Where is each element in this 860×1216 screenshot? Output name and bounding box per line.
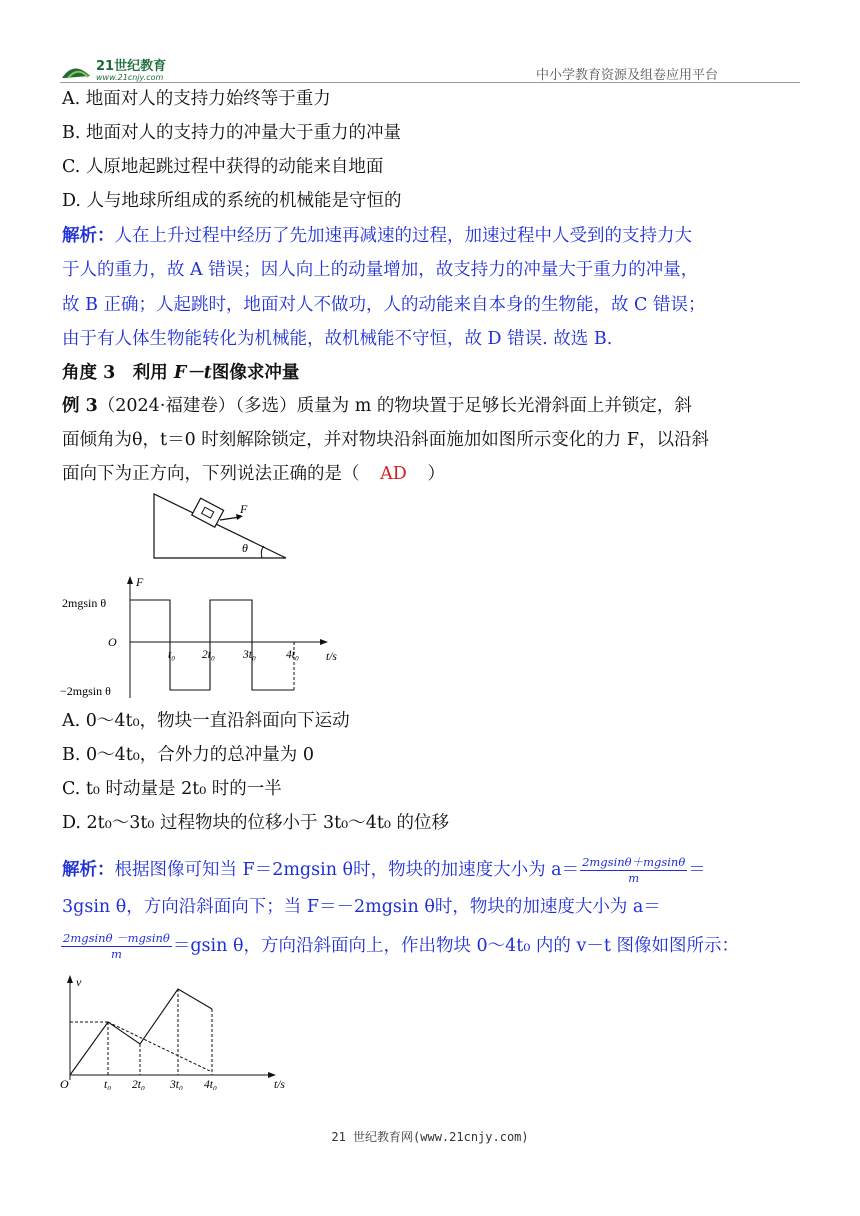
footer: 21 世纪教育网(www.21cnjy.com) [331,1130,529,1144]
analysis-label: 解析： [62,226,115,246]
header-divider [60,82,800,83]
fraction-1 [580,856,687,885]
vt-tick-3: 3t₀ [170,1079,183,1090]
analysis2-line-1 [62,856,706,885]
ft-tick-2: 2t₀ [202,649,215,661]
vt-origin-label: O [60,1077,69,1090]
analysis-line-3: 故 B 正确；人起跳时，地面对人不做功，人的动能来自本身的生物能，故 C 错误； [62,295,706,315]
section-suffix: 图像求冲量 [211,363,300,383]
example-line-2: 面倾角为θ，t＝0 时刻解除锁定，并对物块沿斜面施加如图所示变化的力 F，以沿斜 [62,430,709,450]
f-axis-label: F [136,575,144,589]
logo-text: 21世纪教育 [96,59,167,74]
option-c: C. 人原地起跳过程中获得的动能来自地面 [62,157,384,177]
analysis2-text-1b: ＝ [688,860,706,880]
angle-label: θ [242,541,248,555]
example-line-1 [62,394,692,418]
ft-tick-4: 4t₀ [286,649,299,661]
vt-tick-1: t₀ [104,1079,112,1090]
f-t-graph [60,574,360,700]
ft-x-axis-label: t/s [326,651,337,663]
fraction-1-denominator: m [628,871,640,885]
section-prefix: 角度 3 利用 [62,363,174,383]
vt-tick-4: 4t₀ [204,1079,217,1090]
ft-tick-3: 3t₀ [243,649,256,661]
incline-figure [150,490,300,562]
logo-url: www.21cnjy.com [96,73,164,82]
option-b: B. 地面对人的支持力的冲量大于重力的冲量 [62,123,401,143]
vt-x-axis-label: t/s [274,1079,285,1090]
fraction-2 [61,932,172,961]
fraction-2-denominator: m [110,947,122,961]
example-option-b: B. 0～4t₀，合外力的总冲量为 0 [62,745,314,765]
v-axis-label: v [76,975,82,989]
analysis-line-1 [62,224,692,248]
vt-tick-2: 2t₀ [132,1079,145,1090]
example-text-3b: ） [427,464,445,484]
answer: AD [380,464,407,484]
option-a: A. 地面对人的支持力始终等于重力 [62,89,331,109]
example-option-c: C. t₀ 时动量是 2t₀ 时的一半 [62,779,282,799]
platform-name: 中小学教育资源及组卷应用平台 [536,68,719,83]
fraction-2-numerator: 2mgsinθ －mgsinθ [63,931,170,945]
example-option-a: A. 0～4t₀，物块一直沿斜面向下运动 [62,711,350,731]
section-formula: F－t [173,363,212,383]
analysis2-line-2: 3gsin θ，方向沿斜面向下；当 F＝－2mgsin θ时，物块的加速度大小为 a＝ [62,897,661,917]
example-option-d: D. 2t₀～3t₀ 过程物块的位移小于 3t₀～4t₀ 的位移 [62,813,449,833]
analysis2-text-1: 根据图像可知当 F＝2mgsin θ时，物块的加速度大小为 a＝ [114,860,580,880]
analysis-text-1: 人在上升过程中经历了先加速再减速的过程，加速过程中人受到的支持力大 [114,226,692,246]
v-t-graph [60,972,300,1090]
example-label: 例 3 [62,396,98,416]
example-text-1: （2024·福建卷）（多选）质量为 m 的物块置于足够长光滑斜面上并锁定，斜 [97,396,692,416]
force-label: F [240,502,248,516]
analysis2-label: 解析： [62,860,115,880]
analysis2-line-3 [60,932,739,961]
example-line-3 [62,462,445,486]
analysis2-text-3: ＝gsin θ，方向沿斜面向上，作出物块 0～4t₀ 内的 v－t 图像如图所示： [172,936,739,956]
example-text-3: 面向下为正方向，下列说法正确的是（ [62,464,360,484]
section-heading [62,361,299,385]
y-top-label: 2mgsin θ [62,596,107,610]
analysis-line-4: 由于有人体生物能转化为机械能，故机械能不守恒，故 D 错误. 故选 B. [62,329,613,349]
ft-tick-1: t₀ [168,649,176,661]
origin-label: O [108,635,117,649]
analysis-line-2: 于人的重力，故 A 错误；因人向上的动量增加，故支持力的冲量大于重力的冲量， [62,260,699,280]
option-d: D. 人与地球所组成的系统的机械能是守恒的 [62,191,402,211]
fraction-1-numerator: 2mgsinθ＋mgsinθ [582,855,686,869]
y-bottom-label: −2mgsin θ [60,684,111,698]
